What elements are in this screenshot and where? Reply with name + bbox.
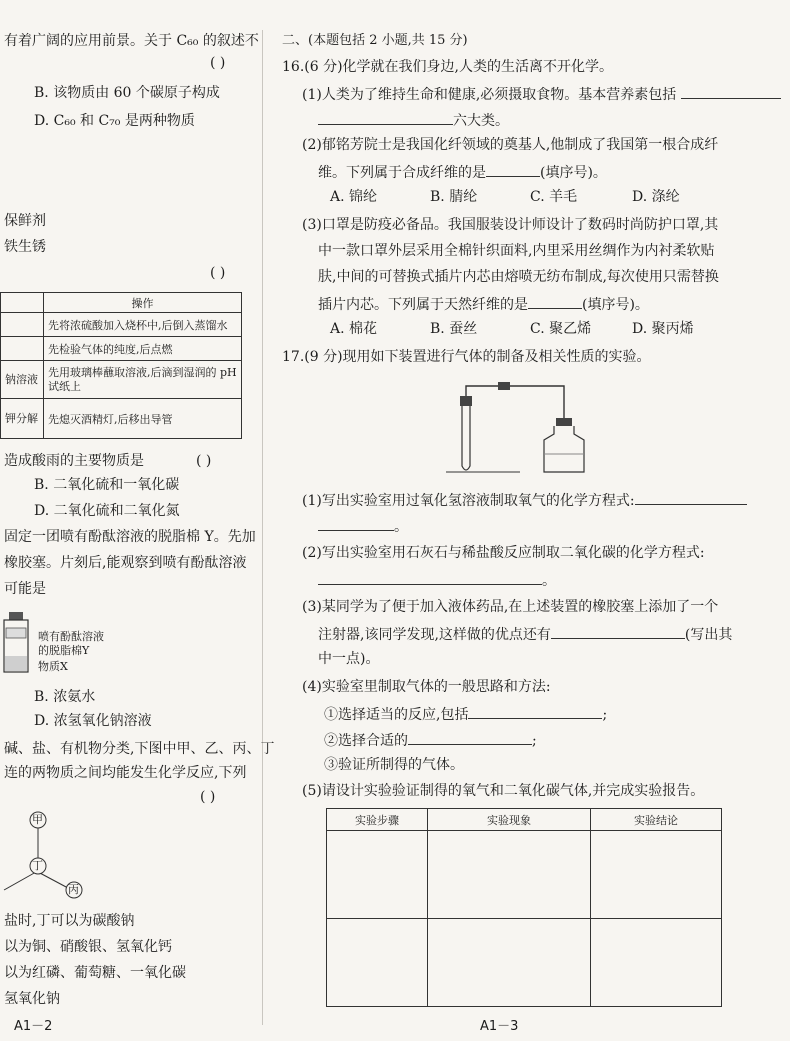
option-a: A. 棉花 <box>330 321 378 337</box>
question-16: 16.(6 分)化学就在我们身边,人类的生活离不开化学。 <box>282 59 613 75</box>
answer-blank[interactable] <box>318 570 542 585</box>
text-fragment: 铁生锈 <box>4 239 46 255</box>
section-heading: 二、(本题包括 2 小题,共 15 分) <box>282 33 468 48</box>
experiment-report-table <box>326 808 722 1007</box>
q16-part3-cont: 插片内芯。下列属于天然纤维的是 (填序号)。 <box>318 294 649 314</box>
q16-part2-cont: 维。下列属于合成纤维的是 (填序号)。 <box>318 162 607 182</box>
table-cell: 钾分解 <box>1 399 44 439</box>
table-cell[interactable] <box>591 919 722 1007</box>
q17-part1-cont: 。 <box>318 516 408 536</box>
question-17: 17.(9 分)现用如下装置进行气体的制备及相关性质的实验。 <box>282 349 651 365</box>
node-label: 丁 <box>32 859 43 872</box>
option-text: 以为铜、硝酸银、氢氧化钙 <box>4 939 172 955</box>
bottle-stopper <box>556 418 572 426</box>
question-text: 连的两物质之间均能发生化学反应,下列 <box>4 765 247 781</box>
figure-label: 喷有酚酞溶液 <box>38 630 104 643</box>
answer-blank[interactable] <box>408 730 532 745</box>
tube-connector <box>498 382 510 390</box>
table-cell: 先将浓硫酸加入烧杯中,后倒入蒸馏水 <box>44 313 242 337</box>
answer-bracket: ( ) <box>200 789 216 805</box>
table-cell: 先检验气体的纯度,后点燃 <box>44 337 242 361</box>
answer-blank[interactable] <box>318 516 394 531</box>
option-b: B. 蚕丝 <box>430 321 478 337</box>
answer-bracket: ( ) <box>210 265 226 281</box>
edge <box>38 872 68 888</box>
page-number: A1－3 <box>480 1019 519 1034</box>
cotton-ball <box>6 628 26 638</box>
table-cell: 先用玻璃棒蘸取溶液,后滴到湿润的 pH 试纸上 <box>44 361 242 399</box>
option-a: A. 锦纶 <box>330 189 378 205</box>
option-b: B. 浓氨水 <box>34 689 96 705</box>
node-label: 丙 <box>68 883 79 896</box>
table-cell: 钠溶液 <box>1 361 44 399</box>
answer-bracket: ( ) <box>196 453 212 469</box>
edge <box>4 872 36 890</box>
answer-blank[interactable] <box>635 490 747 505</box>
q17-part2-cont: 。 <box>318 570 556 590</box>
page-number: A1－2 <box>14 1019 53 1034</box>
table-cell[interactable] <box>428 919 591 1007</box>
q17-part1: (1)写出实验室用过氧化氢溶液制取氧气的化学方程式: <box>302 490 747 510</box>
q17-part3-cont: 注射器,该同学发现,这样做的优点还有 (写出其 <box>318 624 732 644</box>
question-text: 可能是 <box>4 581 46 597</box>
option-text: 盐时,丁可以为碳酸钠 <box>4 913 135 929</box>
option-d: D. 二氧化硫和二氧化氮 <box>34 503 180 519</box>
question-text: 造成酸雨的主要物质是 <box>4 453 144 469</box>
table-cell[interactable] <box>591 831 722 919</box>
q17-part4-step3: ③验证所制得的气体。 <box>324 757 464 773</box>
gas-collecting-bottle <box>544 426 584 472</box>
option-c: C. 聚乙烯 <box>530 321 592 337</box>
option-b: B. 二氧化硫和一氧化碳 <box>34 477 180 493</box>
table-cell[interactable] <box>428 831 591 919</box>
table-cell[interactable] <box>327 919 428 1007</box>
answer-bracket: ( ) <box>210 55 226 71</box>
figure-label: 的脱脂棉Y <box>38 644 90 657</box>
question-text: 固定一团喷有酚酞溶液的脱脂棉 Y。先加 <box>4 529 256 545</box>
q16-part1-cont: 六大类。 <box>318 110 509 130</box>
figure-label: 物质X <box>38 660 68 673</box>
option-text: 氢氧化钠 <box>4 991 60 1007</box>
q16-part3-cont: 肤,中间的可替换式插片内芯由熔喷无纺布制成,每次使用只需替换 <box>318 269 719 285</box>
table-cell <box>1 293 44 313</box>
table-cell <box>1 337 44 361</box>
table-cell: 先熄灭酒精灯,后移出导管 <box>44 399 242 439</box>
option-d: D. C₆₀ 和 C₇₀ 是两种物质 <box>34 113 195 129</box>
q17-part5: (5)请设计实验验证制得的氧气和二氧化碳气体,并完成实验报告。 <box>302 783 705 799</box>
answer-blank[interactable] <box>528 294 582 309</box>
answer-blank[interactable] <box>318 110 453 125</box>
q17-part3: (3)某同学为了便于加入液体药品,在上述装置的橡胶塞上添加了一个 <box>302 599 719 615</box>
text-fragment: 保鲜剂 <box>4 213 46 229</box>
answer-blank[interactable] <box>468 704 602 719</box>
table-header: 实验结论 <box>591 809 722 831</box>
answer-blank[interactable] <box>486 162 540 177</box>
q17-part2: (2)写出实验室用石灰石与稀盐酸反应制取二氧化碳的化学方程式: <box>302 545 705 561</box>
question-text: 碱、盐、有机物分类,下图中甲、乙、丙、丁 <box>4 741 275 757</box>
option-d: D. 浓氢氧化钠溶液 <box>34 713 152 729</box>
question-text: 有着广阔的应用前景。关于 C₆₀ 的叙述不 <box>4 33 259 49</box>
q16-part1: (1)人类为了维持生命和健康,必须摄取食物。基本营养素包括 <box>302 84 781 104</box>
option-b: B. 腈纶 <box>430 189 478 205</box>
option-c: C. 羊毛 <box>530 189 578 205</box>
option-d: D. 涤纶 <box>632 189 680 205</box>
q16-part2: (2)郁铭芳院士是我国化纤领域的奠基人,他制成了我国第一根合成纤 <box>302 137 719 153</box>
stopper <box>9 612 23 620</box>
delivery-tube <box>466 386 564 424</box>
option-b: B. 该物质由 60 个碳原子构成 <box>34 85 220 101</box>
table-header: 实验现象 <box>428 809 591 831</box>
answer-blank[interactable] <box>551 624 685 639</box>
test-tube-stopper <box>460 396 472 406</box>
q17-part4-step1: ①选择适当的反应,包括 ; <box>324 704 607 724</box>
table-cell <box>1 313 44 337</box>
q17-part3-cont: 中一点)。 <box>318 651 380 667</box>
test-tube <box>462 406 470 470</box>
node-label: 甲 <box>32 813 43 826</box>
q17-part4: (4)实验室里制取气体的一般思路和方法: <box>302 679 551 695</box>
operation-table <box>0 292 242 439</box>
table-header: 实验步骤 <box>327 809 428 831</box>
q16-part3: (3)口罩是防疫必备品。我国服装设计师设计了数码时尚防护口罩,其 <box>302 217 719 233</box>
gas-apparatus-figure <box>440 374 600 478</box>
column-divider <box>262 30 263 1025</box>
q17-part4-step2: ②选择合适的 ; <box>324 730 537 750</box>
answer-blank[interactable] <box>681 84 781 99</box>
q16-part3-cont: 中一款口罩外层采用全棉针织面料,内里采用丝绸作为内衬柔软贴 <box>318 243 715 259</box>
relation-diagram <box>0 810 100 900</box>
table-cell[interactable] <box>327 831 428 919</box>
option-text: 以为红磷、葡萄糖、一氧化碳 <box>4 965 186 981</box>
option-d: D. 聚丙烯 <box>632 321 694 337</box>
question-text: 橡胶塞。片刻后,能观察到喷有酚酞溶液 <box>4 555 247 571</box>
apparatus-figure <box>0 610 36 676</box>
liquid <box>5 656 27 671</box>
table-header: 操作 <box>44 293 242 313</box>
